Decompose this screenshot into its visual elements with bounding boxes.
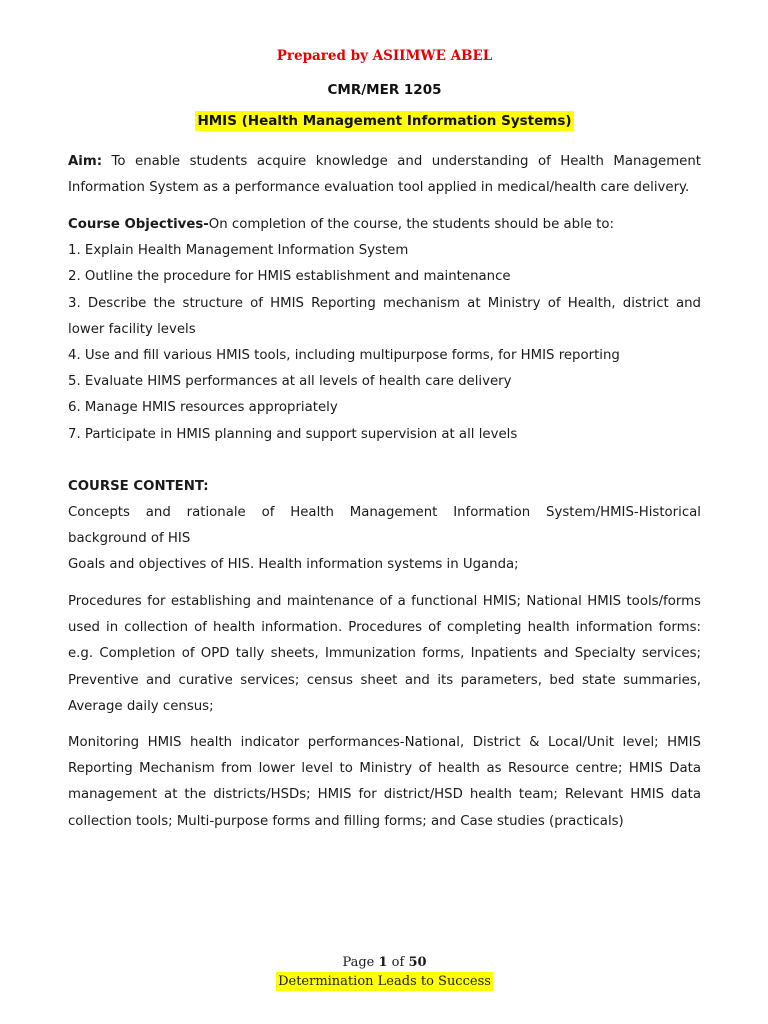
page-prefix: Page (342, 955, 379, 970)
page-of: of (387, 955, 409, 970)
prepared-by: Prepared by ASIIMWE ABEL (276, 48, 493, 64)
objectives-intro-line (68, 212, 701, 238)
aim-text: To enable students acquire knowledge and understanding of Health Management Information System as a performance evaluation tool applied in medical/health care delivery. (68, 154, 701, 196)
course-content-heading: COURSE CONTENT: (68, 479, 209, 494)
objective-item: 7. Participate in HMIS planning and support supervision at all levels (68, 426, 518, 442)
course-content-line-2: Goals and objectives of HIS. Health information systems in Uganda; (68, 557, 519, 573)
course-content-line-1: Concepts and rationale of Health Management Information System/HMIS-Historical background of HIS (68, 505, 701, 547)
course-content-intro (68, 500, 701, 579)
aim-paragraph (68, 149, 701, 201)
course-title: HMIS (Health Management Information Systems) (197, 113, 572, 129)
page-total: 50 (408, 955, 427, 970)
objective-item: 4. Use and fill various HMIS tools, including multipurpose forms, for HMIS reporting (68, 348, 620, 364)
course-code: CMR/MER 1205 (327, 82, 442, 98)
objectives-intro: On completion of the course, the students should be able to: (208, 217, 615, 232)
footer-motto: Determination Leads to Success (278, 974, 491, 989)
document-page (68, 0, 701, 1024)
objective-item: 2. Outline the procedure for HMIS establishment and maintenance (68, 269, 511, 285)
page-footer (68, 953, 701, 991)
objective-item: 6. Manage HMIS resources appropriately (68, 400, 338, 416)
objectives-label: Course Objectives- (68, 217, 209, 232)
objectives-list (68, 238, 701, 448)
objective-item: 5. Evaluate HIMS performances at all levels of health care delivery (68, 374, 512, 390)
objectives-section (68, 212, 701, 448)
course-content-paragraph-3: Monitoring HMIS health indicator performances-National, District & Local/Unit level; HMIS Reporting Mechanism from lower level to Ministry of health as Resource centre; HMIS Data management at the districts/HSDs; HMIS for district/HSD health team; Relevant HMIS data collection tools; Multi-purpose forms and filling forms; and Case studies (practicals) (68, 735, 701, 829)
course-content-paragraph-2: Procedures for establishing and maintenance of a functional HMIS; National HMIS tools/forms used in collection of health information. Procedures of completing health information forms: e.g. Completion of OPD tally sheets, Immunization forms, Inpatients and Specialty services; Preventive and curative services; census sheet and its parameters, bed state summaries, Average daily census; (68, 594, 701, 714)
aim-label: Aim: (68, 154, 103, 169)
objective-item: 1. Explain Health Management Information System (68, 243, 409, 259)
objective-item: 3. Describe the structure of HMIS Reporting mechanism at Ministry of Health, district and lower facility levels (68, 295, 701, 337)
page-number (68, 953, 701, 972)
course-title-wrapper (68, 110, 701, 131)
page-current: 1 (378, 955, 388, 970)
